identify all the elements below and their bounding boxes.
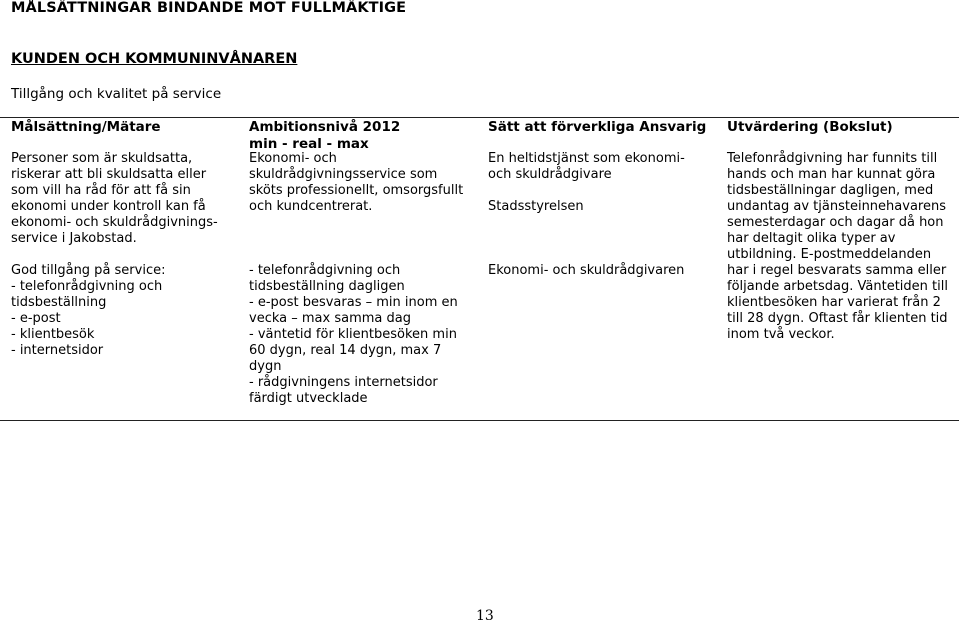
text-line: service i Jakobstad.: [11, 231, 137, 246]
column-header-implementation: Sätt att förverkliga Ansvarig: [488, 119, 707, 135]
ambition-level: [249, 151, 463, 407]
text-line: och kundcentrerat.: [249, 199, 373, 214]
spacer: [488, 215, 685, 231]
text-line: - rådgivningens internetsidor: [249, 375, 438, 390]
section-title: KUNDEN OCH KOMMUNINVÅNAREN: [11, 51, 298, 67]
subsection-title: Tillgång och kvalitet på service: [11, 86, 222, 102]
text-line: sköts professionellt, omsorgsfullt: [249, 183, 464, 198]
text-line: - e-post: [11, 311, 61, 326]
spacer: [249, 231, 463, 247]
text-line: utbildning. E-postmeddelanden: [727, 247, 932, 262]
text-line: och skuldrådgivare: [488, 167, 612, 182]
text-line: till 28 dygn. Oftast får klienten tid: [727, 311, 948, 326]
text-line: - e-post besvaras – min inom en: [249, 295, 458, 310]
column-header-goal: Målsättning/Mätare: [11, 119, 161, 135]
text-line: inom två veckor.: [727, 327, 835, 342]
text-line: har i regel besvarats samma eller: [727, 263, 947, 278]
text-line: Ekonomi- och skuldrådgivaren: [488, 263, 685, 278]
text-line: - telefonrådgivning och: [11, 279, 163, 294]
text-line: - telefonrådgivning och: [249, 263, 401, 278]
text-line: - klientbesök: [11, 327, 95, 342]
text-line: ekonomi under kontroll kan få: [11, 199, 206, 214]
spacer: [11, 247, 218, 263]
document-title: MÅLSÄTTNINGAR BINDANDE MOT FULLMÄKTIGE: [11, 0, 407, 16]
text-line: tidsbeställning: [11, 295, 107, 310]
text-line: följande arbetsdag. Väntetiden till: [727, 279, 948, 294]
evaluation-text: [727, 151, 948, 343]
text-line: - internetsidor: [11, 343, 104, 358]
spacer: [249, 215, 463, 231]
responsible-party: Stadsstyrelsen: [488, 199, 584, 214]
column-header-ambition-line2: min - real - max: [249, 136, 369, 152]
text-line: undantag av tjänsteinnehavarens: [727, 199, 946, 214]
goal-description: [11, 151, 218, 359]
text-line: Ekonomi- och: [249, 151, 337, 166]
text-line: har deltagit olika typer av: [727, 231, 896, 246]
column-header-ambition: [249, 119, 400, 153]
text-line: - väntetid för klientbesöken min: [249, 327, 457, 342]
text-line: Telefonrådgivning har funnits till: [727, 151, 938, 166]
spacer: [488, 247, 685, 263]
table-top-rule: [0, 117, 959, 118]
spacer: [488, 183, 685, 199]
page-number: 13: [476, 608, 494, 623]
text-line: 60 dygn, real 14 dygn, max 7: [249, 343, 442, 358]
column-header-ambition-line1: Ambitionsnivå 2012: [249, 119, 401, 135]
text-line: semesterdagar och dagar då hon: [727, 215, 944, 230]
table-bottom-rule: [0, 420, 959, 421]
text-line: skuldrådgivningsservice som: [249, 167, 438, 182]
text-line: färdigt utvecklade: [249, 391, 368, 406]
text-line: hands och man har kunnat göra: [727, 167, 936, 182]
text-line: Personer som är skuldsatta,: [11, 151, 193, 166]
text-line: ekonomi- och skuldrådgivnings-: [11, 215, 218, 230]
text-line: som vill ha råd för att få sin: [11, 183, 191, 198]
text-line: tidsbeställningar dagligen, med: [727, 183, 934, 198]
spacer: [488, 231, 685, 247]
text-line: tidsbeställning dagligen: [249, 279, 405, 294]
text-line: klientbesöken har varierat från 2: [727, 295, 941, 310]
implementation-responsible: [488, 151, 685, 279]
column-header-evaluation: Utvärdering (Bokslut): [727, 119, 893, 135]
spacer: [249, 247, 463, 263]
text-line: riskerar att bli skuldsatta eller: [11, 167, 207, 182]
text-line: vecka – max samma dag: [249, 311, 411, 326]
text-line: God tillgång på service:: [11, 263, 166, 278]
text-line: dygn: [249, 359, 282, 374]
text-line: En heltidstjänst som ekonomi-: [488, 151, 685, 166]
